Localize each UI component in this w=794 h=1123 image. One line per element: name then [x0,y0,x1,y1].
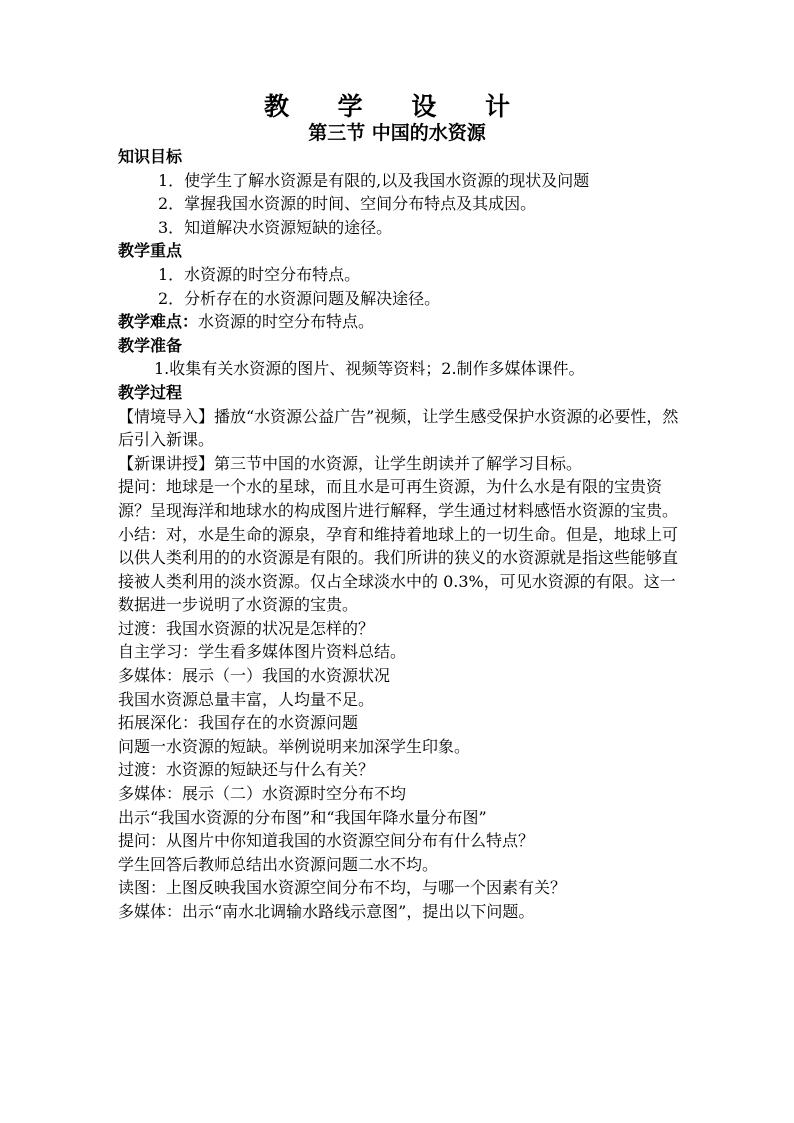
document-subtitle: 第三节 中国的水资源 [308,122,486,144]
difficulty-line [118,310,684,334]
process-paragraph: 过渡：水资源的短缺还与什么有关？ [118,760,375,780]
process-paragraph: 过渡：我国水资源的状况是怎样的？ [118,618,375,638]
knowledge-goal-item: 2．掌握我国水资源的时间、空间分布特点及其成因。 [158,194,537,214]
document-body [118,145,684,924]
process-paragraph: 问题一水资源的短缺。举例说明来加深学生印象。 [118,736,471,756]
knowledge-goals-heading: 知识目标 [118,147,183,166]
knowledge-goal-item: 3．知道解决水资源短缺的途径。 [158,217,393,237]
key-points-heading: 教学重点 [118,241,183,261]
key-point-item: 2．分析存在的水资源问题及解决途径。 [158,288,441,308]
process-heading: 教学过程 [118,382,183,402]
process-paragraph: 读图：上图反映我国水资源空间分布不均，与哪一个因素有关？ [118,878,567,898]
process-paragraph: 拓展深化：我国存在的水资源问题 [118,713,359,733]
difficulty-text: 水资源的时空分布特点。 [198,312,375,332]
process-paragraph: 多媒体：出示“南水北调输水路线示意图”，提出以下问题。 [118,902,535,921]
process-paragraph: 学生回答后教师总结出水资源问题二水不均。 [118,854,439,874]
document-title: 教 学 设 计 [263,92,531,121]
difficulty-label: 教学难点： [118,312,199,332]
process-paragraph: 提问：从图片中你知道我国的水资源空间分布有什么特点？ [118,831,535,851]
process-paragraph: 多媒体：展示（一）我国的水资源状况 [118,666,391,686]
process-paragraph: 出示“我国水资源的分布图”和“我国年降水量分布图” [118,807,487,827]
process-paragraph: 提问：地球是一个水的星球，而且水是可再生资源，为什么水是有限的宝贵资源？呈现海洋和地球水的构成图片进行解释，学生通过材料感悟水资源的宝贵。 [118,477,679,520]
process-paragraph: 【情境导入】播放“水资源公益广告”视频，让学生感受保护水资源的必要性，然后引入新课。 [118,406,679,450]
process-paragraph: 我国水资源总量丰富，人均量不足。 [118,689,375,709]
preparation-text: 1.收集有关水资源的图片、视频等资料；2.制作多媒体课件。 [154,359,585,379]
process-paragraph: 自主学习：学生看多媒体图片资料总结。 [118,642,407,662]
process-paragraph: 【新课讲授】第三节中国的水资源，让学生朗读并了解学习目标。 [118,453,583,473]
process-paragraph: 多媒体：展示（二）水资源时空分布不均 [118,784,407,804]
knowledge-goal-item: 1．使学生了解水资源是有限的,以及我国水资源的现状及问题 [158,170,590,190]
process-paragraph: 小结：对，水是生命的源泉，孕育和维持着地球上的一切生命。但是，地球上可以供人类利用的的水资源是有限的。我们所讲的狭义的水资源就是指这些能够直接被人类利用的淡水资源。仅占全球淡水中的 0.3%，可见水资源的有限。这一数据进一步说明了水资源的宝贵。 [118,524,679,615]
key-point-item: 1．水资源的时空分布特点。 [158,264,361,284]
preparation-heading: 教学准备 [118,335,183,355]
